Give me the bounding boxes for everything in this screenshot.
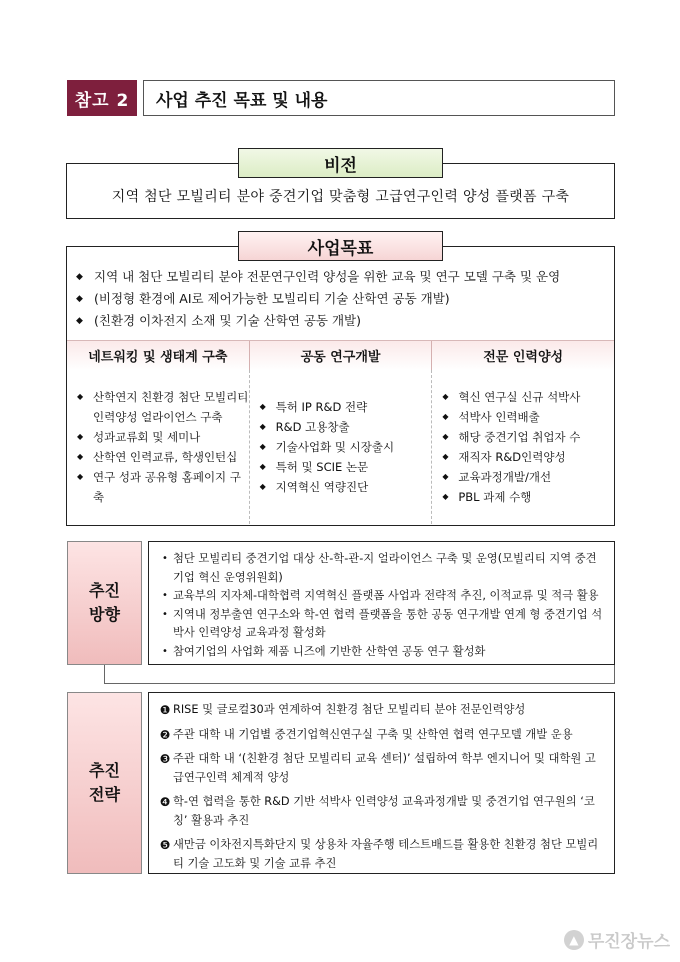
list-item-text: 혁신 연구실 신규 석박사 (458, 390, 581, 404)
list-item (260, 437, 394, 457)
strategy-label-line: 추진 (89, 761, 120, 780)
direction-item-text: 교육부의 지자체-대학협력 지역혁신 플랫폼 사업과 전략적 추진, 이적교류 및 적극 활용 (173, 589, 599, 602)
watermark (564, 927, 670, 952)
list-item (442, 447, 580, 467)
diamond-bullet-icon: ◆ (442, 392, 449, 401)
diamond-bullet-icon: ◆ (77, 392, 84, 401)
goal-columns-header (67, 340, 614, 370)
diamond-bullet-icon: ◆ (442, 452, 449, 461)
goal-item (76, 266, 606, 288)
diamond-bullet-icon: ◆ (259, 482, 266, 491)
strategy-item (157, 701, 604, 720)
goal-columns-body (67, 370, 614, 524)
diamond-bullet-icon: ◆ (259, 462, 266, 471)
goal-label: 사업목표 (238, 231, 443, 261)
list-item (260, 417, 394, 437)
goal-item (76, 288, 606, 310)
direction-item-text: 첨단 모빌리티 중견기업 대상 산-학-관-지 얼라이언스 구축 및 운영(모빌리티 지역 중견기업 혁신 운영위원회) (173, 552, 597, 584)
column-joint-rnd (250, 370, 433, 524)
column-title-talent: 전문 인력양성 (483, 350, 564, 365)
list-item-text: 산학연지 친환경 첨단 모빌리티 인력양성 얼라이언스 구축 (93, 390, 249, 424)
bullet-icon: • (162, 590, 168, 601)
mountain-logo-icon: ▲ (564, 930, 584, 950)
column-talent (432, 370, 614, 524)
strategy-label-line: 전략 (89, 785, 120, 804)
diamond-bullet-icon: ◆ (259, 442, 266, 451)
list-item (442, 407, 580, 427)
strategy-item (157, 836, 604, 873)
list-item-text: 해당 중견기업 취업자 수 (458, 430, 581, 444)
diamond-bullet-icon: ◆ (259, 422, 266, 431)
list-item-text: PBL 과제 수행 (458, 490, 532, 504)
list-item (77, 427, 249, 447)
diamond-bullet-icon: ◆ (442, 432, 449, 441)
list-item (77, 467, 249, 507)
direction-item (157, 643, 604, 662)
number-circle-icon: ❸ (159, 752, 171, 766)
direction-item (157, 587, 604, 606)
bullet-icon: • (162, 553, 168, 564)
list-item (442, 487, 580, 507)
list-item-text: 성과교류회 및 세미나 (93, 430, 201, 444)
reference-tag: 참고 2 (67, 80, 137, 116)
goal-list (76, 266, 606, 332)
direction-item (157, 606, 604, 643)
list-item (442, 467, 580, 487)
diamond-bullet-icon: ◆ (442, 412, 449, 421)
strategy-item (157, 793, 604, 830)
list-item (77, 447, 249, 467)
list-item (442, 427, 580, 447)
strategy-item-text: 주관 대학 내 ‘(친환경 첨단 모빌리티 교육 센터)’ 설립하여 학부 엔지니어 및 대학원 고급연구인력 체계적 양성 (173, 752, 596, 784)
connector-line (614, 665, 615, 683)
list-item-text: 특허 IP R&D 전략 (275, 400, 368, 414)
column-networking (67, 370, 250, 524)
column-title-joint-rnd: 공동 연구개발 (250, 341, 433, 370)
strategy-label (67, 692, 142, 874)
diamond-bullet-icon: ◆ (76, 272, 83, 282)
list-item-text: 교육과정개발/개선 (458, 470, 552, 484)
diamond-bullet-icon: ◆ (442, 492, 449, 501)
vision-text: 지역 첨단 모빌리티 분야 중견기업 맞춤형 고급연구인력 양성 플랫폼 구축 (111, 189, 570, 205)
number-circle-icon: ❶ (159, 703, 171, 717)
list-item (442, 387, 580, 407)
bullet-icon: • (162, 645, 168, 657)
direction-box (148, 541, 615, 665)
direction-item-text: 참여기업의 사업화 제품 니즈에 기반한 산학연 공동 연구 활성화 (173, 644, 486, 658)
number-circle-icon: ❺ (159, 838, 171, 852)
strategy-item-text: RISE 및 글로컬30과 연계하여 친환경 첨단 모빌리티 분야 전문인력양성 (173, 703, 526, 716)
goal-item-text: 지역 내 첨단 모빌리티 분야 전문연구인력 양성을 위한 교육 및 연구 모델 구축 및 운영 (94, 269, 561, 284)
connector-line (104, 683, 615, 684)
list-item (260, 477, 394, 497)
list-item-text: R&D 고용창출 (275, 420, 350, 434)
direction-label-line: 추진 (89, 581, 120, 600)
list-item-text: 석박사 인력배출 (458, 410, 540, 424)
strategy-box (148, 692, 615, 874)
list-item (260, 457, 394, 477)
list-item (260, 397, 394, 417)
strategy-item-text: 학-연 협력을 통한 R&D 기반 석박사 인력양성 교육과정개발 및 중견기업 연구원의 ‘코칭’ 활용과 추진 (173, 795, 595, 827)
direction-item (157, 550, 604, 587)
list-item-text: 기술사업화 및 시장출시 (275, 440, 395, 454)
list-item-text: 산학연 인력교류, 학생인턴십 (93, 450, 238, 464)
goal-item-text: (친환경 이차전지 소재 및 기술 산학연 공동 개발) (94, 313, 361, 328)
direction-label-line: 방향 (89, 605, 120, 624)
diamond-bullet-icon: ◆ (77, 472, 84, 481)
number-circle-icon: ❷ (159, 727, 171, 742)
list-item-text: 지역혁신 역량진단 (275, 480, 369, 494)
number-circle-icon: ❹ (159, 795, 171, 809)
diamond-bullet-icon: ◆ (76, 316, 83, 326)
connector-line (104, 665, 105, 683)
page-title: 사업 추진 목표 및 내용 (143, 80, 615, 116)
direction-label (67, 541, 142, 665)
goal-item-text: (비정형 환경에 AI로 제어가능한 모빌리티 기술 산학연 공동 개발) (94, 291, 450, 306)
strategy-item (157, 726, 604, 745)
strategy-item-text: 주관 대학 내 기업별 중견기업혁신연구실 구축 및 산학연 협력 연구모델 개발 운용 (173, 727, 573, 741)
watermark-text: 무진장뉴스 (587, 932, 670, 952)
list-item-text: 연구 성과 공유형 홈페이지 구축 (93, 470, 241, 504)
strategy-item-text: 새만금 이차전지특화단지 및 상용차 자율주행 테스트배드를 활용한 친환경 첨단 모빌리티 기술 고도화 및 기술 교류 추진 (173, 838, 599, 870)
direction-item-text: 지역내 정부출연 연구소와 학-연 협력 플랫폼을 통한 공동 연구개발 연계 형 중견기업 석박사 인력양성 교육과정 활성화 (173, 607, 603, 639)
diamond-bullet-icon: ◆ (442, 472, 449, 481)
column-title-networking: 네트워킹 및 생태계 구축 (67, 341, 250, 370)
strategy-item (157, 750, 604, 787)
diamond-bullet-icon: ◆ (259, 402, 266, 411)
list-item-text: 특허 및 SCIE 논문 (275, 460, 369, 474)
list-item-text: 재직자 R&D인력양성 (458, 450, 566, 464)
vision-label: 비전 (238, 148, 443, 178)
diamond-bullet-icon: ◆ (77, 432, 84, 441)
list-item (77, 387, 249, 427)
diamond-bullet-icon: ◆ (76, 294, 83, 304)
goal-item (76, 310, 606, 332)
diamond-bullet-icon: ◆ (77, 452, 84, 461)
bullet-icon: • (162, 608, 168, 620)
